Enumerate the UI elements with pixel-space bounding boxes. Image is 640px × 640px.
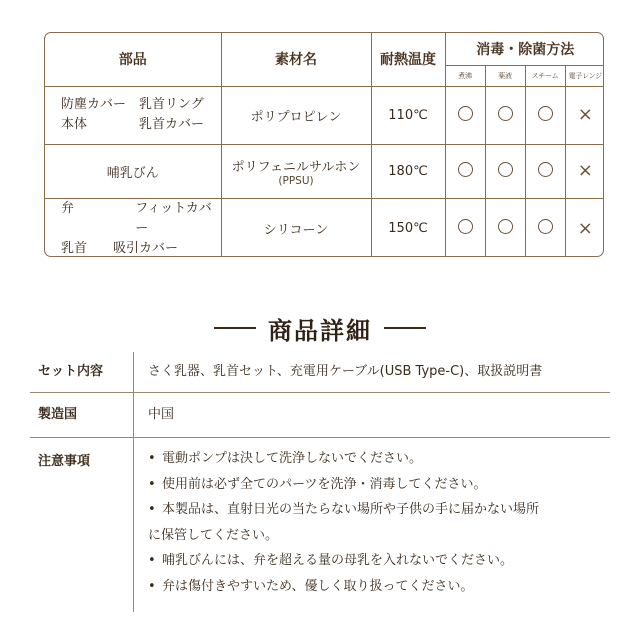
list-item xyxy=(148,472,539,498)
note-text: 本製品は、直射日光の当たらない場所や子供の手に届かない場所 xyxy=(162,502,540,517)
circle-mark-icon xyxy=(458,162,473,177)
part-name: フィットカバー xyxy=(135,200,212,236)
mark-steam xyxy=(525,144,565,198)
table-row xyxy=(45,86,604,144)
detail-row-notes xyxy=(30,438,610,612)
heat-cell: 150℃ xyxy=(371,198,445,257)
material-cell xyxy=(221,144,371,198)
part-name: 吸引カバー xyxy=(113,240,179,256)
parts-cell xyxy=(45,198,221,257)
mark-chemical xyxy=(485,144,525,198)
header-method-microwave: 電子レンジ xyxy=(565,65,604,86)
parts-cell: 哺乳びん xyxy=(45,144,221,198)
mark-chemical xyxy=(485,86,525,144)
note-text: 哺乳びんには、弁を超える量の母乳を入れないでください。 xyxy=(162,553,514,568)
heat-cell: 110℃ xyxy=(371,86,445,144)
list-item xyxy=(148,574,539,600)
section-title xyxy=(0,308,640,348)
bullet-icon: • xyxy=(148,451,156,466)
circle-mark-icon xyxy=(458,219,473,234)
header-material: 素材名 xyxy=(221,33,371,86)
material-sub: (PPSU) xyxy=(278,174,314,187)
note-text: 電動ポンプは決して洗浄しないでください。 xyxy=(162,451,423,466)
cross-mark-icon: × xyxy=(577,104,593,125)
part-name: 本体 xyxy=(61,117,88,132)
table-row xyxy=(45,198,604,257)
note-text: 使用前は必ず全てのパーツを洗浄・消毒してください。 xyxy=(162,476,487,492)
bullet-icon: • xyxy=(148,553,156,568)
table-row xyxy=(45,144,604,198)
list-item xyxy=(148,497,539,523)
material-name: ポリフェニルサルホン xyxy=(231,159,361,175)
cross-mark-icon: × xyxy=(577,217,593,239)
header-method-boil: 煮沸 xyxy=(445,65,485,86)
detail-row-set xyxy=(30,352,610,393)
note-text: 弁は傷付きやすいため、優しく取り扱ってください。 xyxy=(162,578,474,594)
bullet-icon: • xyxy=(148,502,156,517)
mark-boil xyxy=(445,86,485,144)
title-rule-left xyxy=(214,327,256,329)
detail-row-origin xyxy=(30,393,610,438)
part-name: 乳首カバー xyxy=(139,117,205,132)
material-cell: シリコーン xyxy=(221,198,371,257)
detail-label: セット内容 xyxy=(30,352,134,392)
section-title-text: 商品詳細 xyxy=(268,316,372,345)
list-item xyxy=(148,446,539,472)
bullet-icon: • xyxy=(148,476,156,492)
header-method-steam: スチーム xyxy=(525,65,565,86)
circle-mark-icon xyxy=(458,106,473,121)
mark-microwave xyxy=(565,86,604,144)
detail-label: 注意事項 xyxy=(30,438,134,612)
cross-mark-icon: × xyxy=(577,160,593,181)
mark-boil xyxy=(445,144,485,198)
circle-mark-icon xyxy=(538,219,553,234)
header-parts: 部品 xyxy=(45,33,221,86)
circle-mark-icon xyxy=(498,219,513,234)
mark-steam xyxy=(525,86,565,144)
part-name: 弁 xyxy=(61,200,75,216)
list-item xyxy=(148,548,539,574)
notes-list xyxy=(134,438,539,612)
mark-microwave xyxy=(565,198,604,257)
parts-cell xyxy=(45,86,221,144)
mark-microwave xyxy=(565,144,604,198)
details-table xyxy=(30,352,610,612)
note-text: に保管してください。 xyxy=(148,527,279,543)
circle-mark-icon xyxy=(498,162,513,177)
header-sterilize: 消毒・除菌方法 xyxy=(445,33,604,65)
mark-boil xyxy=(445,198,485,257)
title-rule-right xyxy=(384,327,426,329)
material-cell: ポリプロピレン xyxy=(221,86,371,144)
part-name: 乳首 xyxy=(61,240,88,256)
bullet-icon: • xyxy=(148,578,156,594)
detail-value: さく乳器、乳首セット、充電用ケーブル(USB Type-C)、取扱説明書 xyxy=(148,364,543,379)
list-item-continuation xyxy=(148,523,539,549)
detail-label: 製造国 xyxy=(30,393,134,437)
part-name: 乳首リング xyxy=(139,97,204,112)
heat-cell: 180℃ xyxy=(371,144,445,198)
part-name: 防塵カバー xyxy=(61,97,127,112)
circle-mark-icon xyxy=(538,162,553,177)
circle-mark-icon xyxy=(498,106,513,121)
header-method-chemical: 薬液 xyxy=(485,65,525,86)
circle-mark-icon xyxy=(538,106,553,121)
mark-chemical xyxy=(485,198,525,257)
mark-steam xyxy=(525,198,565,257)
detail-value: 中国 xyxy=(148,407,175,422)
materials-table xyxy=(44,32,604,257)
header-heat: 耐熱温度 xyxy=(371,33,445,86)
